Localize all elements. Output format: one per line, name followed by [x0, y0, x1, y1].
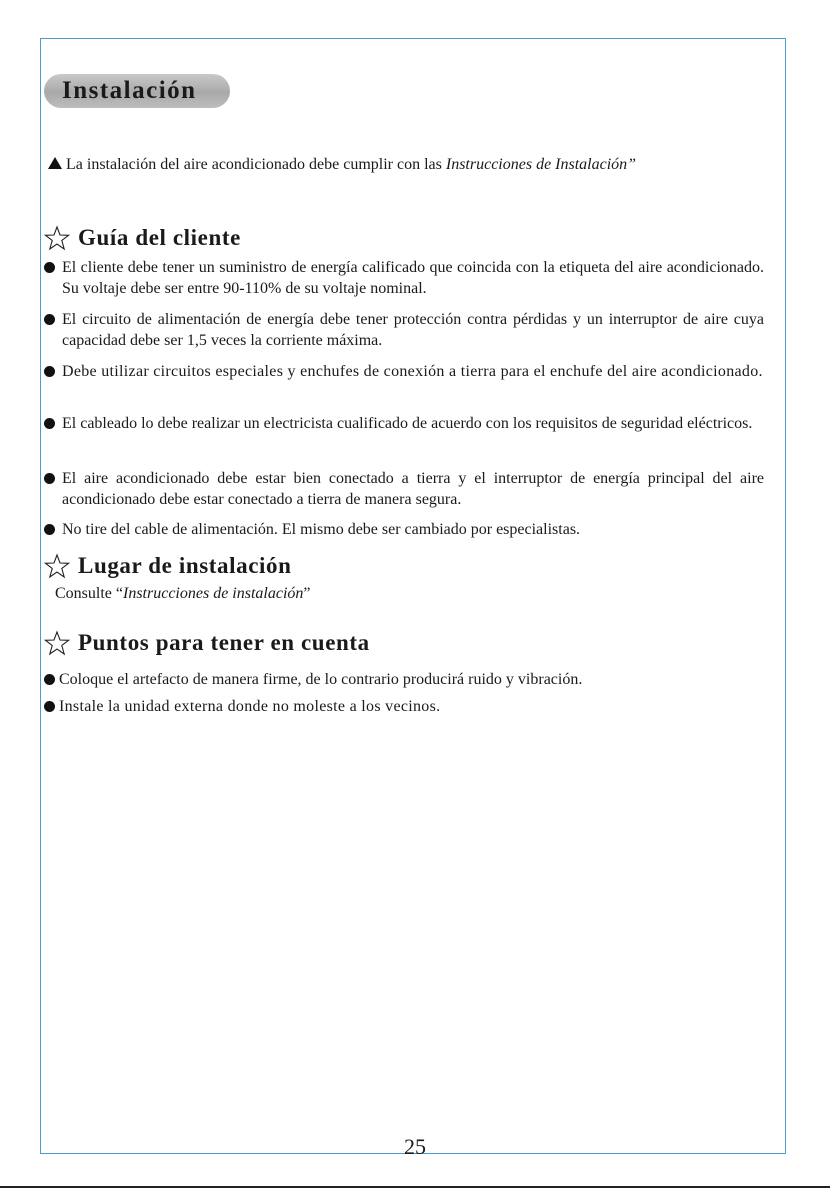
- notice-reference: Instrucciones de Instalación”: [445, 156, 637, 173]
- consult-reference: Instrucciones de instalación: [123, 585, 304, 602]
- bullet-icon: [44, 701, 55, 712]
- bullet-icon: [44, 314, 55, 325]
- list-item-text: El aire acondicionado debe estar bien conectado a tierra y el interruptor de energía principal del aire acondicionado debe estar conectado a tierra de manera segura.: [62, 470, 764, 508]
- bottom-rule: [0, 1186, 830, 1200]
- list-item: [44, 309, 764, 351]
- section-heading-text: Guía del cliente: [78, 225, 241, 250]
- list-item: [44, 468, 764, 510]
- list-item: [44, 361, 764, 382]
- list-item-text: El cableado lo debe realizar un electricista cualificado de acuerdo con los requisitos de seguridad eléctricos.: [62, 415, 753, 432]
- consult-prefix: Consulte “: [55, 585, 123, 602]
- list-item: [44, 696, 764, 717]
- section-heading-customer: [44, 223, 241, 253]
- star-icon: [44, 630, 70, 656]
- location-reference: [55, 584, 311, 604]
- bullet-icon: [44, 674, 55, 685]
- section-heading-points: [44, 628, 370, 658]
- bullet-icon: [44, 262, 55, 273]
- list-item: [44, 519, 764, 540]
- page-title: Instalación: [62, 77, 197, 104]
- list-item-text: El circuito de alimentación de energía debe tener protección contra pérdidas y un interruptor de aire cuya capacidad debe ser 1,5 veces la corriente máxima.: [62, 311, 764, 349]
- star-icon: [44, 225, 70, 251]
- bullet-icon: [44, 366, 55, 377]
- list-item: [44, 257, 764, 299]
- bullet-icon: [44, 524, 55, 535]
- list-item: [44, 413, 764, 434]
- list-item: [44, 669, 764, 690]
- star-icon: [44, 553, 70, 579]
- section-heading-text: Puntos para tener en cuenta: [78, 630, 370, 655]
- bullet-icon: [44, 418, 55, 429]
- list-item-text: El cliente debe tener un suministro de energía calificado que coincida con la etiqueta del aire acondicionado. Su voltaje debe ser entre 90-110% de su voltaje nominal.: [62, 259, 764, 297]
- warning-triangle-icon: [48, 157, 62, 169]
- consult-suffix: ”: [303, 585, 311, 602]
- list-item-text: Debe utilizar circuitos especiales y enchufes de conexión a tierra para el enchufe del aire acondicionado.: [62, 363, 763, 380]
- page-number: 25: [404, 1134, 426, 1159]
- list-item-text: No tire del cable de alimentación. El mismo debe ser cambiado por especialistas.: [62, 521, 581, 538]
- notice-text: La instalación del aire acondicionado debe cumplir con las: [66, 156, 446, 173]
- section-heading-text: Lugar de instalación: [78, 553, 292, 578]
- list-item-text: Coloque el artefacto de manera firme, de lo contrario producirá ruido y vibración.: [59, 671, 583, 688]
- bullet-icon: [44, 473, 55, 484]
- list-item-text: Instale la unidad externa donde no moleste a los vecinos.: [59, 698, 441, 715]
- installation-notice: [48, 155, 636, 175]
- section-heading-location: [44, 551, 292, 581]
